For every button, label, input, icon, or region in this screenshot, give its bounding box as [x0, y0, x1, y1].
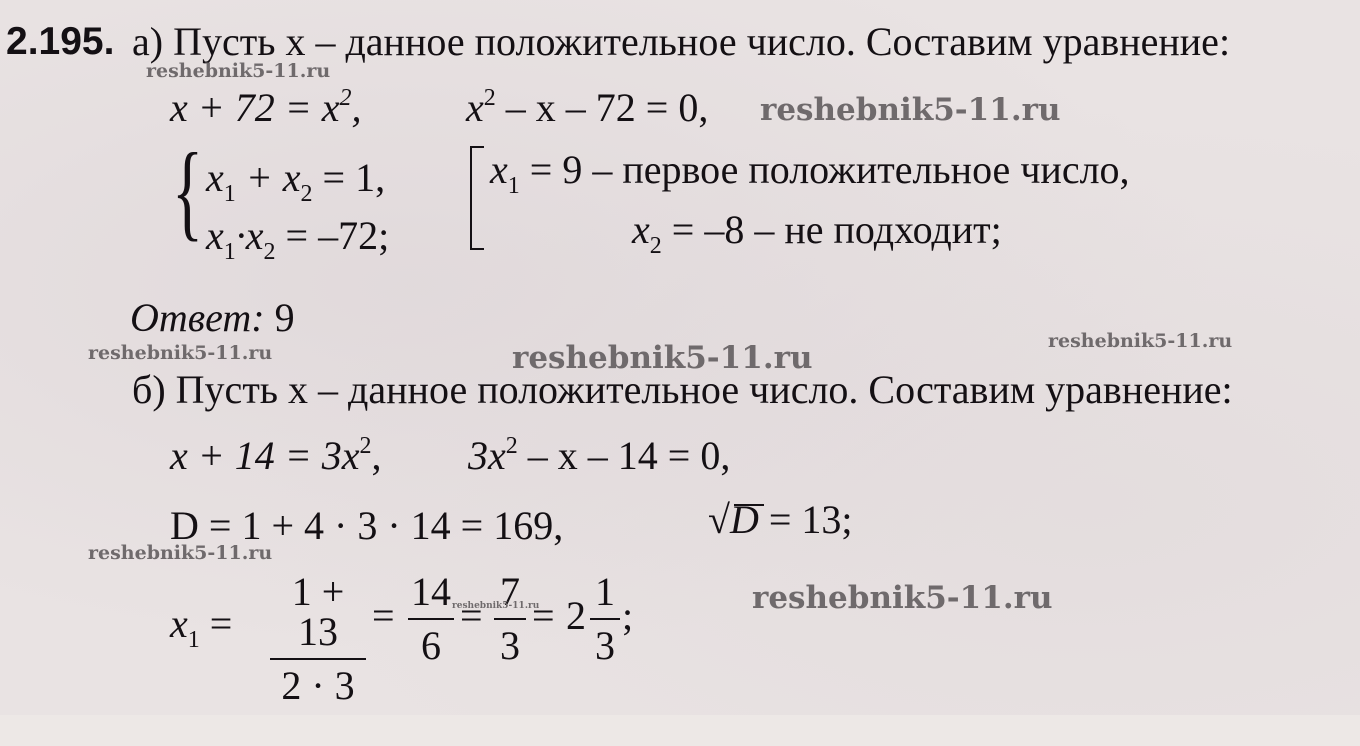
fraction-4-numerator: 1 [595, 569, 615, 614]
root2-text: = –8 – не подходит; [661, 207, 1002, 252]
end-semicolon: ; [622, 593, 634, 638]
b-eq2-rest: – x – 14 = 0, [517, 433, 731, 478]
part-a-equation-2 [466, 85, 709, 130]
answer-value: 9 [274, 295, 295, 340]
fraction-1-bar [270, 658, 366, 660]
watermark: reshebnik5-11.ru [512, 340, 813, 376]
equals-1: = [372, 593, 395, 638]
part-b-intro: Пусть x – данное положительное число. Составим уравнение: [175, 367, 1233, 412]
equals-2: = [460, 593, 483, 638]
b-eq1-exponent: 2 [359, 433, 372, 459]
sys1-rest: = 1, [312, 155, 386, 200]
eq2-exponent: 2 [483, 85, 496, 111]
fraction-2 [408, 569, 454, 668]
root2-sub: 2 [649, 233, 662, 259]
watermark: reshebnik5-11.ru [760, 92, 1061, 128]
sys1-x2-sub: 2 [300, 181, 313, 207]
fraction-1-numerator: 1 + 13 [291, 569, 345, 654]
sqrt-sign: √ [708, 497, 730, 542]
fraction-3-numerator: 7 [500, 569, 520, 614]
eq1-tail: , [351, 85, 362, 130]
answer-label: Ответ: [130, 295, 265, 340]
system-brace: { [172, 132, 204, 251]
watermark: reshebnik5-11.ru [1048, 330, 1233, 352]
part-b-intro-line [132, 367, 1233, 412]
discriminant-line [170, 503, 564, 548]
x1-var: x [170, 601, 188, 646]
root1-x: x [490, 147, 508, 192]
sys1-plus-x: + x [235, 155, 301, 200]
part-a-intro-line [132, 19, 1231, 64]
eq1-exponent: 2 [339, 85, 352, 111]
b-eq1-tail: , [371, 433, 382, 478]
b-eq2-term: 3x [468, 433, 506, 478]
roots-bracket [470, 146, 484, 250]
part-b-equation-2 [468, 433, 731, 478]
system-line-2 [206, 213, 390, 265]
equals-3: = [532, 593, 555, 638]
fraction-2-bar [408, 618, 454, 620]
eq2-rest: – x – 72 = 0, [495, 85, 709, 130]
watermark: reshebnik5-11.ru [88, 542, 273, 564]
fraction-2-denominator: 6 [421, 623, 441, 668]
watermark: reshebnik5-11.ru [146, 60, 331, 82]
sys1-x: x [206, 155, 224, 200]
root2-x: x [632, 207, 650, 252]
b-eq1-text: x + 14 = 3x [170, 433, 360, 478]
x1-sub: 1 [187, 627, 200, 653]
sys2-x2-sub: 2 [263, 239, 276, 265]
problem-number: 2.195. [6, 20, 115, 63]
part-a-equation-1 [170, 85, 362, 130]
sqrt-line [708, 497, 853, 542]
discriminant: D = 1 + 4 · 3 · 14 = 169, [170, 503, 564, 548]
sys2-x: x [206, 213, 224, 258]
sys2-times-x: ·x [235, 213, 264, 258]
part-a-intro: Пусть x – данное положительное число. Составим уравнение: [173, 19, 1231, 64]
x1-label [170, 601, 233, 653]
sys2-rest: = –72; [275, 213, 390, 258]
fraction-2-numerator: 14 [411, 569, 451, 614]
watermark: reshebnik5-11.ru [88, 342, 273, 364]
part-b-equation-1 [170, 433, 382, 478]
mixed-whole: 2 [566, 593, 586, 638]
b-eq2-exponent: 2 [505, 433, 518, 459]
fraction-3-bar [494, 618, 526, 620]
sqrt-overline [734, 504, 764, 506]
x1-equals: = [199, 601, 233, 646]
answer-line [130, 295, 295, 340]
fraction-4 [590, 569, 620, 668]
watermark: reshebnik5-11.ru [752, 580, 1053, 616]
root1-text: = 9 – первое положительное число, [519, 147, 1130, 192]
root-1-line [490, 147, 1130, 199]
sys1-x-sub: 1 [223, 181, 236, 207]
sqrt-arg: D [729, 497, 759, 542]
fraction-4-bar [590, 618, 620, 620]
root1-sub: 1 [507, 173, 520, 199]
eq2-variable: x [466, 85, 484, 130]
fraction-3 [494, 569, 526, 668]
eq1-text: x + 72 = x [170, 85, 340, 130]
watermark: reshebnik5-11.ru [452, 601, 540, 611]
fraction-4-denominator: 3 [595, 623, 615, 668]
fraction-1 [270, 569, 366, 708]
fraction-3-denominator: 3 [500, 623, 520, 668]
sys2-x-sub: 1 [223, 239, 236, 265]
part-a-label: а) [132, 19, 164, 64]
system-line-1 [206, 155, 386, 207]
part-b-label: б) [132, 367, 166, 412]
sqrt-value: = 13; [758, 497, 853, 542]
fraction-1-denominator: 2 · 3 [281, 663, 355, 708]
root-2-line [632, 207, 1002, 259]
